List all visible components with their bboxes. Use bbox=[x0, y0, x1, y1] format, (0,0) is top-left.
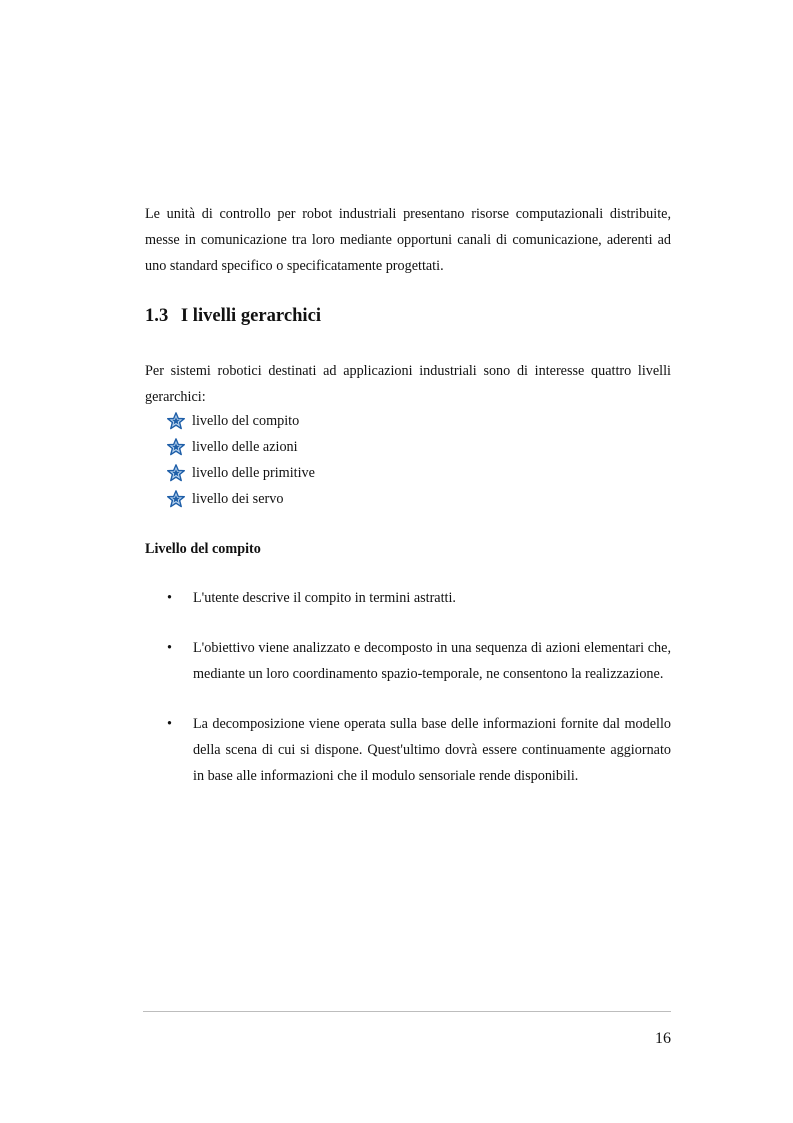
star-bullet-icon bbox=[167, 412, 185, 430]
star-bullet-icon bbox=[167, 464, 185, 482]
intro-paragraph: Le unità di controllo per robot industriali presentano risorse computazionali distribuite, messe in comunicazione tra loro mediante opportuni canali di comunicazione, aderenti ad uno standard specifico o specificatamente progettati. bbox=[145, 206, 671, 274]
level-item-task bbox=[167, 408, 315, 434]
hierarchy-level-list bbox=[167, 408, 315, 512]
bullet-item bbox=[145, 711, 671, 789]
bullet-text: L'utente descrive il compito in termini astratti. bbox=[193, 590, 456, 606]
section-heading bbox=[145, 303, 321, 329]
bullet-marker: • bbox=[167, 716, 172, 732]
lead-paragraph: Per sistemi robotici destinati ad applicazioni industriali sono di interesse quattro livelli gerarchici: bbox=[145, 363, 671, 405]
task-level-bullets bbox=[145, 585, 671, 789]
bullet-item bbox=[145, 635, 671, 687]
section-title: I livelli gerarchici bbox=[180, 305, 322, 326]
level-item-label: livello del compito bbox=[192, 412, 300, 429]
star-bullet-icon bbox=[167, 438, 185, 456]
bullet-text: La decomposizione viene operata sulla base delle informazioni fornite dal modello della scena di cui si dispone. Quest'ultimo dovrà essere continuamente aggiornato in base alle informazioni che il modulo sensoriale rende disponibili. bbox=[193, 716, 671, 784]
level-item-actions bbox=[167, 434, 315, 460]
bullet-marker: • bbox=[167, 590, 172, 606]
level-item-label: livello delle primitive bbox=[192, 464, 315, 481]
subsection-heading: Livello del compito bbox=[145, 541, 261, 557]
bullet-item bbox=[145, 585, 671, 611]
page-number: 16 bbox=[655, 1030, 671, 1047]
level-item-servo bbox=[167, 486, 315, 512]
bullet-text: L'obiettivo viene analizzato e decomposto in una sequenza di azioni elementari che, mediante un loro coordinamento spazio-temporale, ne consentono la realizzazione. bbox=[193, 640, 671, 682]
star-bullet-icon bbox=[167, 490, 185, 508]
footer-divider bbox=[143, 1011, 671, 1012]
level-item-primitives bbox=[167, 460, 315, 486]
level-item-label: livello dei servo bbox=[192, 490, 284, 507]
section-number: 1.3 bbox=[145, 305, 169, 326]
level-item-label: livello delle azioni bbox=[192, 438, 298, 455]
bullet-marker: • bbox=[167, 640, 172, 656]
